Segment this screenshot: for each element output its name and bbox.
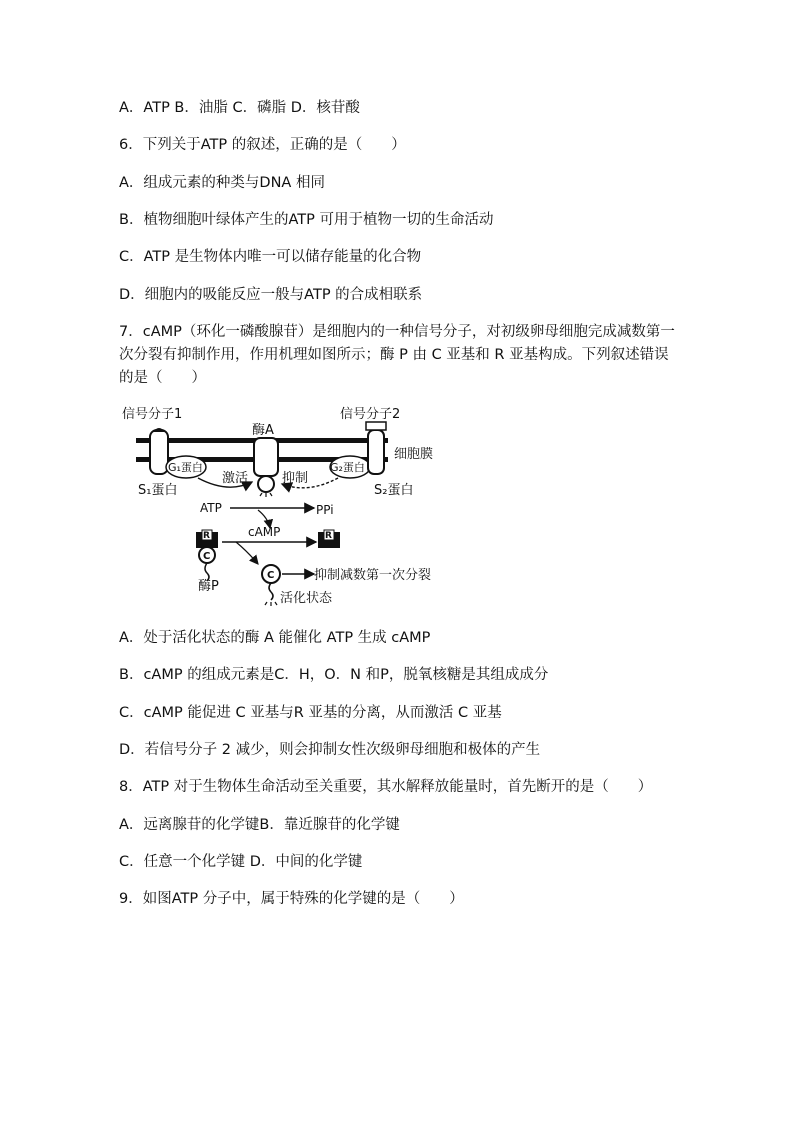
label-signal1: 信号分子1 — [122, 407, 183, 422]
label-signal2: 信号分子2 — [340, 407, 401, 422]
label-c-active: C — [267, 570, 275, 581]
q7-stem: 7．cAMP（环化一磷酸腺苷）是细胞内的一种信号分子，对初级卵母细胞完成减数第一次分裂有抑制作用，作用机理如图所示；酶 P 由 C 亚基和 R 亚基构成。下列叙述错误的是（ ） — [119, 324, 675, 386]
q7-option-b: B．cAMP 的组成元素是C．H，O．N 和P，脱氧核糖是其组成成分 — [119, 667, 549, 683]
camp-mechanism-diagram — [118, 402, 458, 612]
label-r-left: R — [203, 531, 210, 541]
label-activate: 激活 — [222, 471, 249, 486]
label-active-state: 活化状态 — [280, 591, 333, 606]
q6-stem: 6．下列关于ATP 的叙述，正确的是（ ） — [119, 137, 406, 153]
to-c-arrow — [236, 542, 258, 564]
enzyme-a — [254, 438, 278, 497]
label-atp: ATP — [200, 501, 222, 515]
label-enzyme-a: 酶A — [252, 423, 274, 438]
label-s2: S₂蛋白 — [374, 483, 414, 498]
q7-option-d: D．若信号分子 2 减少，则会抑制女性次级卵母细胞和极体的产生 — [119, 742, 541, 758]
label-g2: G₂蛋白 — [330, 461, 365, 474]
q9-stem: 9．如图ATP 分子中，属于特殊的化学键的是（ ） — [119, 891, 464, 907]
label-camp: cAMP — [248, 525, 281, 539]
q6-option-b: B．植物细胞叶绿体产生的ATP 可用于植物一切的生命活动 — [119, 212, 494, 228]
label-s1: S₁蛋白 — [138, 483, 178, 498]
q6-option-a: A．组成元素的种类与DNA 相同 — [119, 175, 325, 191]
label-inhibit: 抑制 — [282, 471, 309, 486]
q8-stem: 8．ATP 对于生物体生命活动至关重要，其水解释放能量时，首先断开的是（ ） — [119, 779, 653, 795]
s2-protein — [366, 422, 386, 474]
q7-option-a: A．处于活化状态的酶 A 能催化 ATP 生成 cAMP — [119, 630, 431, 646]
label-r-right: R — [325, 531, 332, 541]
q8-options-ab: A．远离腺苷的化学键B．靠近腺苷的化学键 — [119, 817, 400, 833]
label-inhibit-meiosis: 抑制减数第一次分裂 — [314, 568, 432, 583]
label-ppi: PPi — [316, 503, 334, 517]
q6-option-d: D．细胞内的吸能反应一般与ATP 的合成相联系 — [119, 287, 423, 303]
q7-option-c: C．cAMP 能促进 C 亚基与R 亚基的分离，从而激活 C 亚基 — [119, 705, 502, 721]
q8-options-cd: C．任意一个化学键 D．中间的化学键 — [119, 854, 363, 870]
label-membrane: 细胞膜 — [394, 447, 434, 462]
label-enzyme-p: 酶P — [198, 579, 219, 594]
q6-option-c: C．ATP 是生物体内唯一可以储存能量的化合物 — [119, 249, 422, 265]
q5-options: A．ATP B．油脂 C．磷脂 D．核苷酸 — [119, 100, 360, 116]
label-g1: G₁蛋白 — [168, 461, 203, 474]
label-c-left: C — [203, 551, 211, 562]
